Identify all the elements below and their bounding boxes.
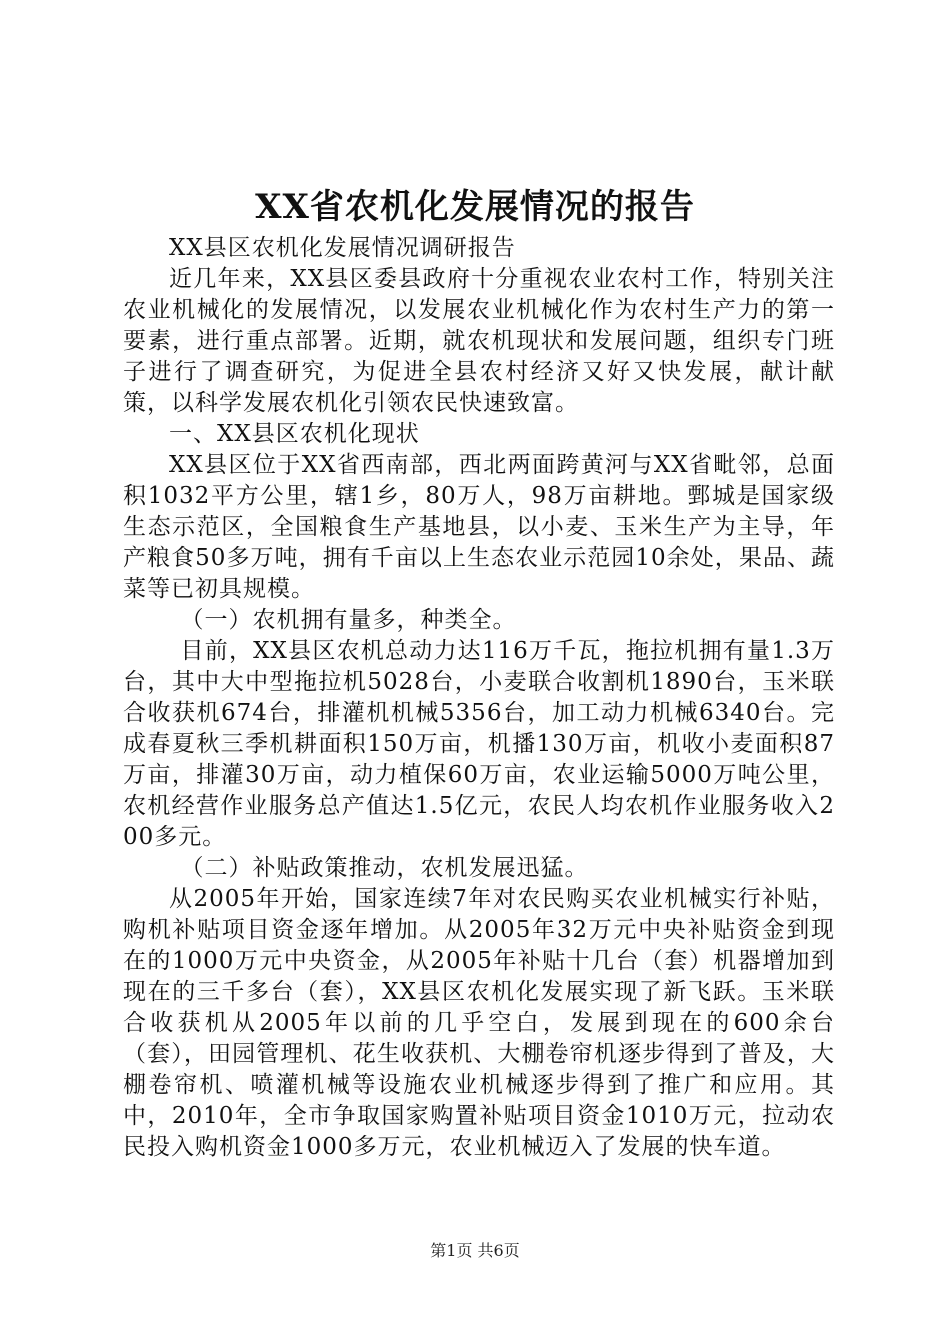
section-heading: 一、XX县区农机化现状: [169, 421, 420, 447]
subsection-heading: （一）农机拥有量多，种类全。: [180, 607, 517, 633]
report-subtitle-paragraph: XX县区农机化发展情况调研报告: [169, 235, 516, 261]
document-body: [123, 233, 835, 1163]
document-title: XX省农机化发展情况的报告: [255, 187, 695, 227]
intro-paragraph: 近几年来，XX县区委县政府十分重视农业农村工作，特别关注农业机械化的发展情况，以发展农业机械化作为农村生产力的第一要素，进行重点部署。近期，就农机现状和发展问题，组织专门班子进行了调查研究，为促进全县农村经济又好又快发展，献计献策，以科学发展农机化引领农民快速致富。: [123, 266, 835, 416]
subsidy-paragraph: 从2005年开始，国家连续7年对农民购买农业机械实行补贴，购机补贴项目资金逐年增加。从2005年32万元中央补贴资金到现在的1000万元中央资金，从2005年补贴十几台（套）机器增加到现在的三千多台（套），XX县区农机化发展实现了新飞跃。玉米联合收获机从2005年以前的几乎空白，发展到现在的600余台（套），田园管理机、花生收获机、大棚卷帘机逐步得到了普及，大棚卷帘机、喷灌机械等设施农业机械逐步得到了推广和应用。其中，2010年，全市争取国家购置补贴项目资金1010万元，拉动农民投入购机资金1000多万元，农业机械迈入了发展的快车道。: [123, 886, 835, 1160]
machinery-stats-paragraph: 目前，XX县区农机总动力达116万千瓦，拖拉机拥有量1.3万台，其中大中型拖拉机5028台，小麦联合收割机1890台，玉米联合收获机674台，排灌机机械5356台，加工动力机械6340台。完成春夏秋三季机耕面积150万亩，机播130万亩，机收小麦面积87万亩，排灌30万亩，动力植保60万亩，农业运输5000万吨公里，农机经营作业服务总产值达1.5亿元，农民人均农机作业服务收入200多元。: [123, 638, 835, 850]
page-number-footer: 第1页 共6页: [430, 1241, 520, 1260]
overview-paragraph: XX县区位于XX省西南部，西北两面跨黄河与XX省毗邻，总面积1032平方公里，辖1乡，80万人，98万亩耕地。鄄城是国家级生态示范区，全国粮食生产基地县，以小麦、玉米生产为主导，年产粮食50多万吨，拥有千亩以上生态农业示范园10余处，果品、蔬菜等已初具规模。: [123, 452, 835, 602]
subsection-heading: （二）补贴政策推动，农机发展迅猛。: [180, 855, 589, 881]
